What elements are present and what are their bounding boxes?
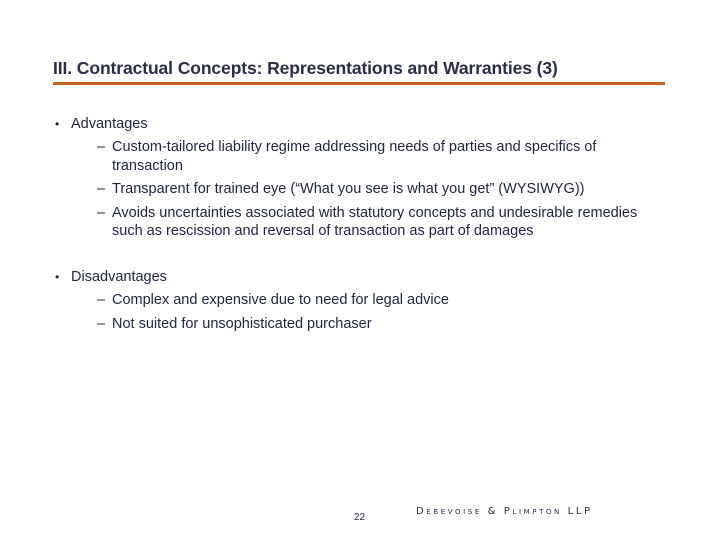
bullet-icon: • — [55, 117, 60, 131]
firm-logo: Debevoise & Plimpton LLP — [416, 506, 593, 517]
title-divider — [53, 82, 665, 85]
dash-icon: – — [97, 204, 106, 221]
list-item — [97, 138, 652, 175]
disadvantage-item-2: Not suited for unsophisticated purchaser — [112, 315, 372, 332]
dash-icon: – — [97, 315, 106, 332]
page-number: 22 — [354, 512, 366, 523]
disadvantages-heading: Disadvantages — [71, 269, 167, 285]
list-item — [97, 291, 652, 310]
bullet-icon: • — [55, 270, 60, 284]
advantage-item-3: Avoids uncertainties associated with statutory concepts and undesirable remedies such as rescission and reversal of transaction as part of damages — [112, 204, 638, 239]
advantages-section — [55, 115, 655, 241]
advantages-heading: Advantages — [71, 116, 148, 132]
list-item — [97, 315, 652, 334]
disadvantages-heading-line — [55, 268, 655, 286]
advantage-item-2: Transparent for trained eye (“What you see is what you get” (WYSIWYG)) — [112, 181, 585, 197]
dash-icon: – — [97, 181, 106, 197]
slide-title: III. Contractual Concepts: Representations and Warranties (3) — [53, 58, 558, 78]
dash-icon: – — [97, 139, 106, 155]
advantage-item-1: Custom-tailored liability regime addressing needs of parties and specifics of transaction — [112, 139, 597, 174]
disadvantage-item-1: Complex and expensive due to need for legal advice — [112, 292, 449, 308]
list-item — [97, 180, 652, 199]
advantages-heading-line — [55, 115, 655, 133]
dash-icon: – — [97, 292, 106, 308]
disadvantages-section — [55, 268, 655, 333]
list-item — [97, 204, 652, 241]
